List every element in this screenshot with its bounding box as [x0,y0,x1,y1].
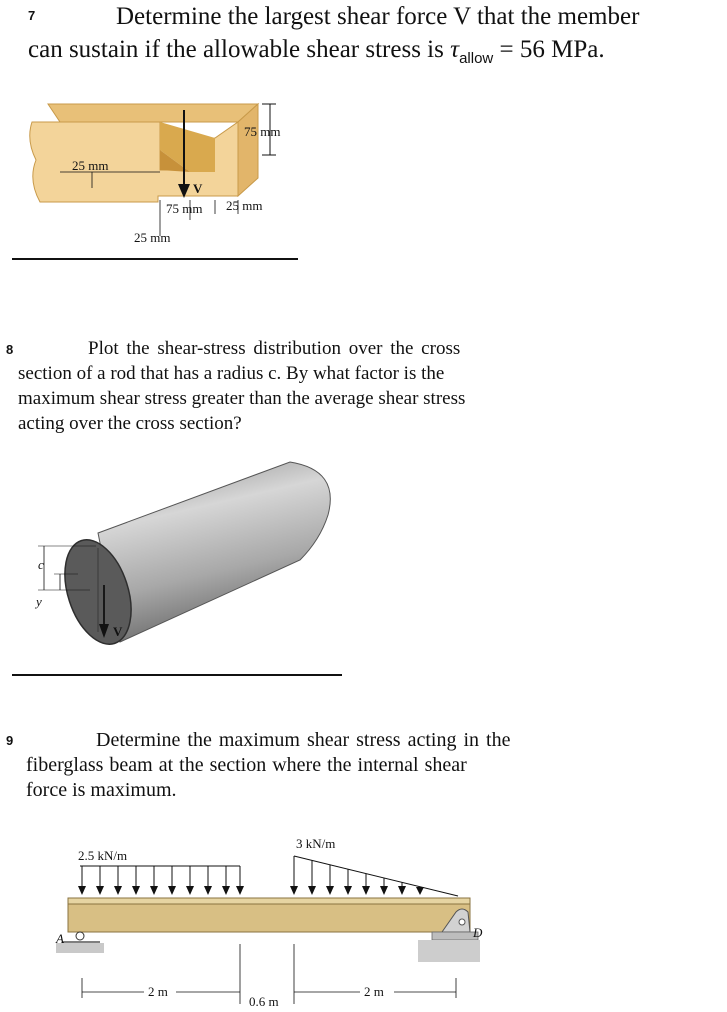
channel-section-figure [30,104,276,236]
problem-number-8: 8 [6,342,14,357]
problem-number-9: 9 [6,733,14,748]
rod-radius-label: c [38,557,44,572]
uniform-load-label: 2.5 kN/m [78,848,128,863]
force-label-v-8: V [113,624,123,639]
problem-8-line-1: Plot the shear-stress distribution over the cross [88,338,461,359]
problem-8-line-3: maximum shear stress greater than the average shear stress [18,388,466,409]
problem-9-line-1: Determine the maximum shear stress acting in the [96,729,511,751]
support-label-d: D [473,925,483,940]
dim-gap-width: 75 mm [166,201,203,216]
problem-number-7: 7 [28,8,36,23]
divider-8 [12,674,342,676]
beam-figure [56,856,480,1004]
force-label-v-7: V [193,181,203,196]
rod-figure [38,462,330,653]
span-mid-label: 0.6 m [249,994,279,1009]
dim-right-web: 25 mm [226,198,263,213]
dim-bottom-width: 25 mm [134,230,171,245]
triangular-load-label: 3 kN/m [296,836,336,851]
problem-8-line-2: section of a rod that has a radius c. By what factor is the [18,363,445,384]
dim-top-height: 75 mm [244,124,281,139]
span-left-label: 2 m [148,984,168,999]
problem-8-line-4: acting over the cross section? [18,413,242,434]
problem-7-line-2: can sustain if the allowable shear stress is $\tau_{allow} = 56$ MPa. [28,36,605,67]
problem-7-line-1: Determine the largest shear force V that the member [116,3,640,30]
dim-left-flange: 25 mm [72,158,109,173]
problem-9-line-3: force is maximum. [26,779,177,801]
divider-7 [12,258,298,260]
span-right-label: 2 m [364,984,384,999]
rod-depth-label: y [36,594,42,609]
problem-9-line-2: fiberglass beam at the section where the internal shear [26,754,467,776]
support-label-a: A [56,931,64,946]
